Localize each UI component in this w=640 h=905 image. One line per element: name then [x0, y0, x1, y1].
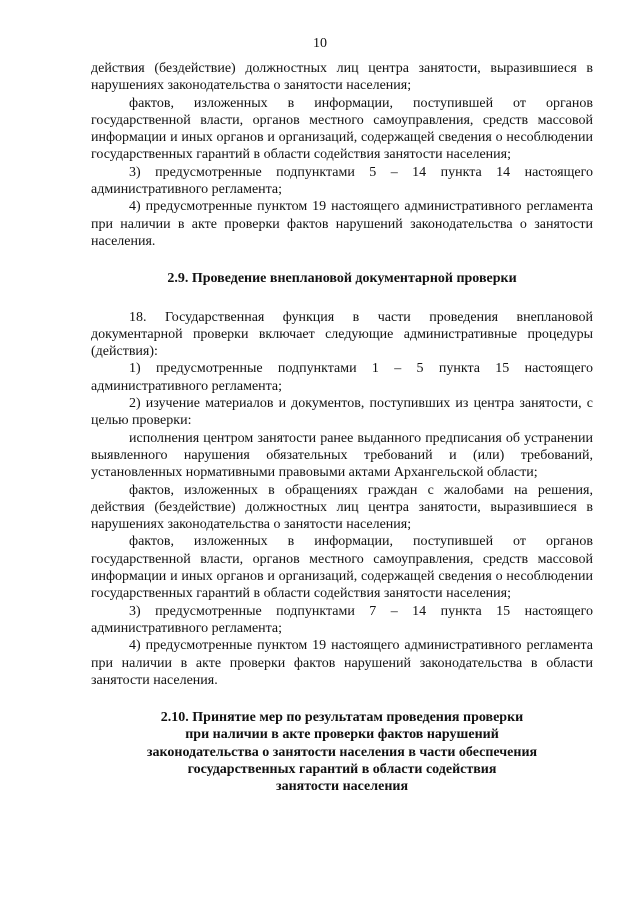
paragraph-continuation: действия (бездействие) должностных лиц центра занятости, выразившиеся в нарушениях законодательства о занятости населения;: [91, 61, 593, 94]
paragraph-item-4-section-2-9: 4) предусмотренные пунктом 19 настоящего административного регламента при наличии в акте проверки фактов нарушений законодательства в области занятости населения.: [91, 638, 593, 688]
paragraph-facts-information: фактов, изложенных в информации, поступившей от органов государственной власти, органов местного самоуправления, средств массовой информации и иных органов и организаций, содержащей сведения о несоблюдении государственных гарантий в области содействия занятости населения;: [91, 95, 593, 163]
section-heading-2-10: [91, 709, 593, 795]
paragraph-18: 18. Государственная функция в части проведения внеплановой документарной проверки включает следующие административные процедуры (действия):: [91, 309, 593, 360]
paragraph-sub-prescription: исполнения центром занятости ранее выданного предписания об устранении выявленного нарушения обязательных требований и (или) требований, установленных нормативными правовыми актами Архангельской области;: [91, 430, 593, 481]
paragraph-sub-complaints: фактов, изложенных в обращениях граждан с жалобами на решения, действия (бездействие) должностных лиц центра занятости, выразившиеся в нарушениях законодательства о занятости населения;: [91, 482, 593, 533]
heading-line: 2.10. Принятие мер по результатам проведения проверки: [160, 710, 524, 726]
paragraph-item-3: 3) предусмотренные подпунктами 5 – 14 пункта 14 настоящего административного регламента;: [91, 164, 593, 198]
heading-line: при наличии в акте проверки фактов нарушений: [185, 727, 499, 743]
heading-line: занятости населения: [275, 779, 409, 795]
paragraph-item-2: 2) изучение материалов и документов, поступивших из центра занятости, с целью проверки:: [91, 396, 593, 429]
document-body: [91, 60, 593, 796]
heading-line: государственных гарантий в области содействия: [187, 761, 497, 777]
paragraph-sub-information: фактов, изложенных в информации, поступившей от органов государственной власти, органов местного самоуправления, средств массовой информации и иных органов и организаций, содержащей сведения о несоблюдении государственных гарантий в области содействия занятости населения;: [91, 534, 593, 602]
paragraph-item-1: 1) предусмотренные подпунктами 1 – 5 пункта 15 настоящего административного регламента;: [91, 361, 593, 394]
section-heading-2-9: 2.9. Проведение внеплановой документарной проверки: [167, 271, 517, 287]
paragraph-item-4: 4) предусмотренные пунктом 19 настоящего административного регламента при наличии в акте проверки фактов нарушений законодательства о занятости населения.: [91, 199, 593, 249]
page-number: 10: [313, 36, 327, 51]
paragraph-item-3-section-2-9: 3) предусмотренные подпунктами 7 – 14 пункта 15 настоящего административного регламента;: [91, 603, 593, 636]
heading-line: законодательства о занятости населения в части обеспечения: [146, 744, 538, 760]
